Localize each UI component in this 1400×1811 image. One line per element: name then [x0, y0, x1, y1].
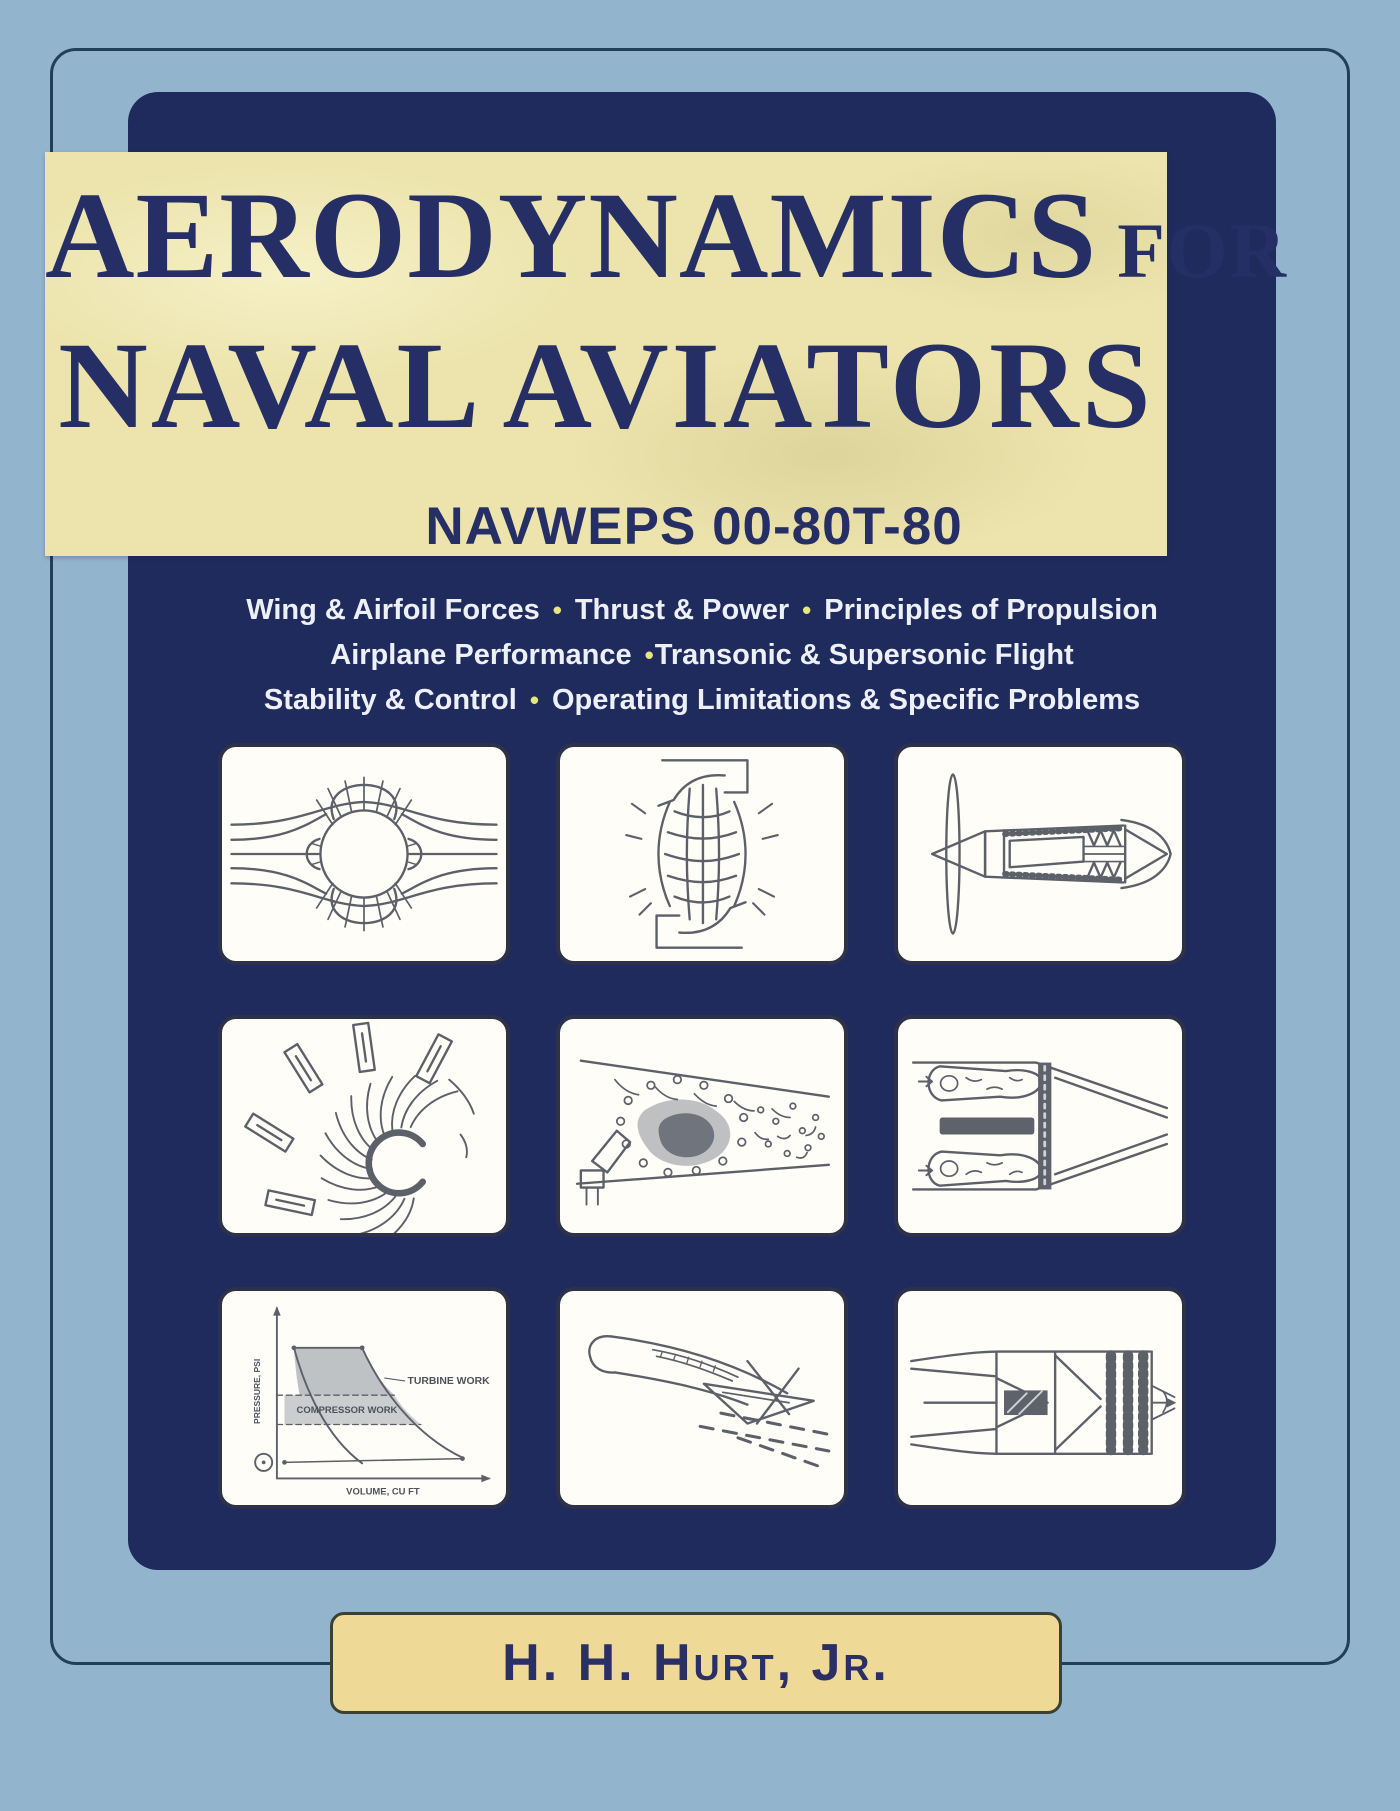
tile-afterburner [894, 1015, 1186, 1237]
pv-turbine-label: TURBINE WORK [407, 1375, 490, 1387]
topics-block [128, 588, 1276, 723]
swept-wing-aircraft-diagram [560, 1291, 844, 1505]
afterburner-section-diagram [898, 1019, 1182, 1233]
pressure-volume-diagram [222, 1291, 506, 1505]
tile-impeller [218, 1015, 510, 1237]
bullet-separator: • [529, 685, 539, 715]
topics-line-1: Wing & Airfoil Forces • Thrust & Power • Principles of Propulsion [246, 594, 1158, 626]
author-plate [330, 1612, 1062, 1714]
title-line-2: NAVAL AVIATORS [58, 317, 1154, 454]
bullet-separator: • [802, 595, 812, 625]
title-banner [45, 152, 1288, 556]
tile-cylinder-flow [218, 743, 510, 965]
title-for: FOR [1117, 207, 1288, 294]
tile-pv-diagram [218, 1287, 510, 1509]
tile-nozzle-shock [556, 743, 848, 965]
turboprop-engine-diagram [898, 747, 1182, 961]
ramjet-engine-diagram [898, 1291, 1182, 1505]
pv-compressor-label: COMPRESSOR WORK [296, 1405, 398, 1417]
fuel-spray-combustion-diagram [560, 1019, 844, 1233]
tile-swept-wing [556, 1287, 848, 1509]
diagram-grid [218, 743, 1186, 1509]
topics-line-3: Stability & Control • Operating Limitations & Specific Problems [263, 684, 1141, 716]
tile-fuel-spray [556, 1015, 848, 1237]
title-line-1 [45, 167, 1288, 304]
cylinder-pressure-distribution-diagram [222, 747, 506, 961]
tile-turboprop [894, 743, 1186, 965]
bullet-separator: • [644, 640, 654, 670]
tile-ramjet [894, 1287, 1186, 1509]
nozzle-shock-pattern-diagram [560, 747, 844, 961]
pv-x-axis-label: VOLUME, CU FT [346, 1486, 420, 1498]
compressor-impeller-diagram [222, 1019, 506, 1233]
pv-y-axis-label: PRESSURE, PSI [251, 1358, 262, 1424]
author-name: H. H. Hurt, Jr. [502, 1634, 890, 1692]
title-main: AERODYNAMICS [45, 167, 1098, 304]
bullet-separator: • [552, 595, 562, 625]
navweps-code: NAVWEPS 00-80T-80 [425, 497, 963, 556]
topics-line-2: Airplane Performance •Transonic & Supersonic Flight [330, 639, 1074, 671]
